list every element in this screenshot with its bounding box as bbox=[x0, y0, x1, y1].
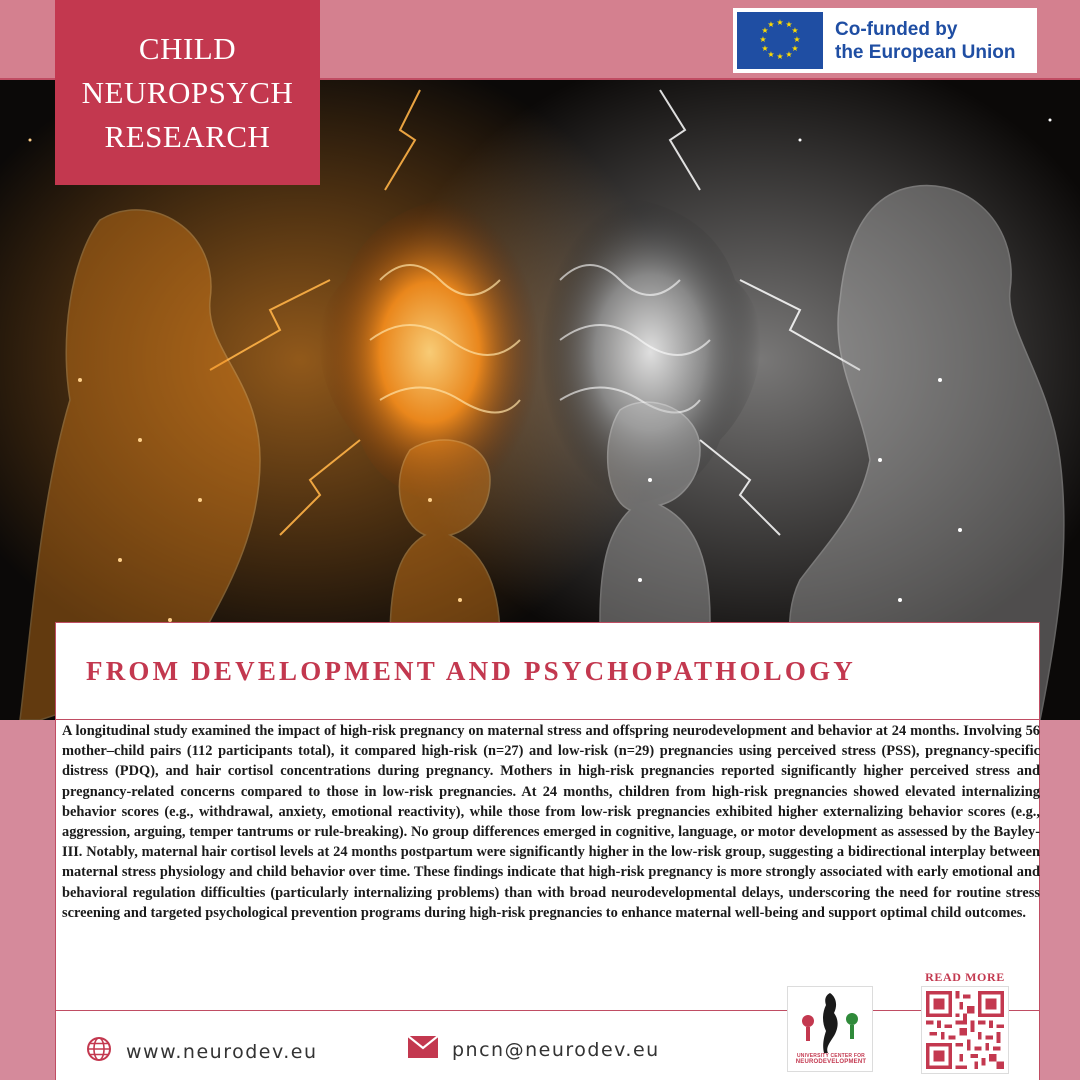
globe-icon bbox=[86, 1036, 112, 1067]
website-text: www.neurodev.eu bbox=[126, 1040, 318, 1063]
brand-box bbox=[55, 0, 320, 185]
svg-text:★: ★ bbox=[791, 44, 799, 53]
read-more-label: READ MORE bbox=[925, 970, 1005, 984]
svg-text:★: ★ bbox=[776, 18, 784, 27]
website-link[interactable] bbox=[86, 1036, 318, 1067]
svg-text:★: ★ bbox=[767, 20, 775, 29]
eu-funding-badge bbox=[733, 8, 1037, 73]
email-link[interactable] bbox=[408, 1036, 660, 1063]
svg-text:★: ★ bbox=[785, 20, 793, 29]
article-body: A longitudinal study examined the impact of high-risk pregnancy on maternal stress and offspring neurodevelopment and behavior at 24 months. Involving 56 mother–child pairs (112 participants total), it compared high-risk (n=27) and low-risk (n=29) pregnancies using perceived stress (PSS), pregnancy-specific distress (PDQ), and hair cortisol concentrations during pregnancy. Mothers in high-risk pregnancies reported significantly higher perceived stress and pregnancy-related concerns compared to those in low-risk pregnancies. At 24 months, children from high-risk pregnancies showed elevated internalizing behavior scores (e.g., withdrawal, anxiety, emotional reactivity), while those from low-risk pregnancies exhibited higher externalizing behavior scores (e.g., aggression, arguing, temper tantrums or rule-breaking). No group differences emerged in cognitive, language, or motor development as assessed by the Bayley-III. Notably, maternal hair cortisol levels at 24 months postpartum were significantly higher in the low-risk group, suggesting a bidirectional interplay between maternal stress physiology and child behavior over time. These findings indicate that high-risk pregnancy is more strongly associated with early emotional and behavioral regulation difficulties (particularly internalizing problems) than with broad neurodevelopmental delays, underscoring the need for routine stress screening and targeted psychological prevention programs during high-risk pregnancies to enhance maternal well-being and support optimal child outcomes. bbox=[62, 723, 1040, 921]
neuro-logo-caption bbox=[788, 1053, 874, 1065]
neuro-caption-line-1: UNIVERSITY CENTER FOR bbox=[796, 1053, 865, 1059]
eu-line-2: the European Union bbox=[835, 41, 1016, 63]
neurodevelopment-logo-icon bbox=[788, 987, 874, 1057]
neuro-caption-line-2: NEURODEVELOPMENT bbox=[795, 1059, 867, 1065]
eu-line-1: Co-funded by bbox=[835, 18, 958, 40]
article-title: FROM DEVELOPMENT AND PSYCHOPATHOLOGY bbox=[86, 656, 856, 686]
svg-text:★: ★ bbox=[761, 44, 769, 53]
brand-line-1: CHILD bbox=[138, 30, 237, 66]
email-text: pncn@neurodev.eu bbox=[452, 1038, 660, 1061]
article-body-box bbox=[55, 720, 1040, 1010]
brand-line-3: RESEARCH bbox=[104, 118, 271, 154]
eu-funding-text bbox=[835, 18, 1016, 64]
svg-text:★: ★ bbox=[759, 35, 767, 44]
svg-text:★: ★ bbox=[776, 52, 784, 61]
university-center-logo bbox=[787, 986, 873, 1072]
svg-text:★: ★ bbox=[767, 50, 775, 59]
svg-text:★: ★ bbox=[761, 26, 769, 35]
footer bbox=[55, 1010, 1040, 1080]
svg-text:★: ★ bbox=[793, 35, 801, 44]
envelope-icon bbox=[408, 1036, 438, 1063]
svg-text:★: ★ bbox=[791, 26, 799, 35]
article-title-box bbox=[55, 622, 1040, 720]
brand-line-2: NEUROPSYCH bbox=[81, 74, 294, 110]
qr-code-icon[interactable] bbox=[921, 986, 1009, 1074]
eu-flag-icon bbox=[737, 12, 823, 69]
svg-text:★: ★ bbox=[785, 50, 793, 59]
